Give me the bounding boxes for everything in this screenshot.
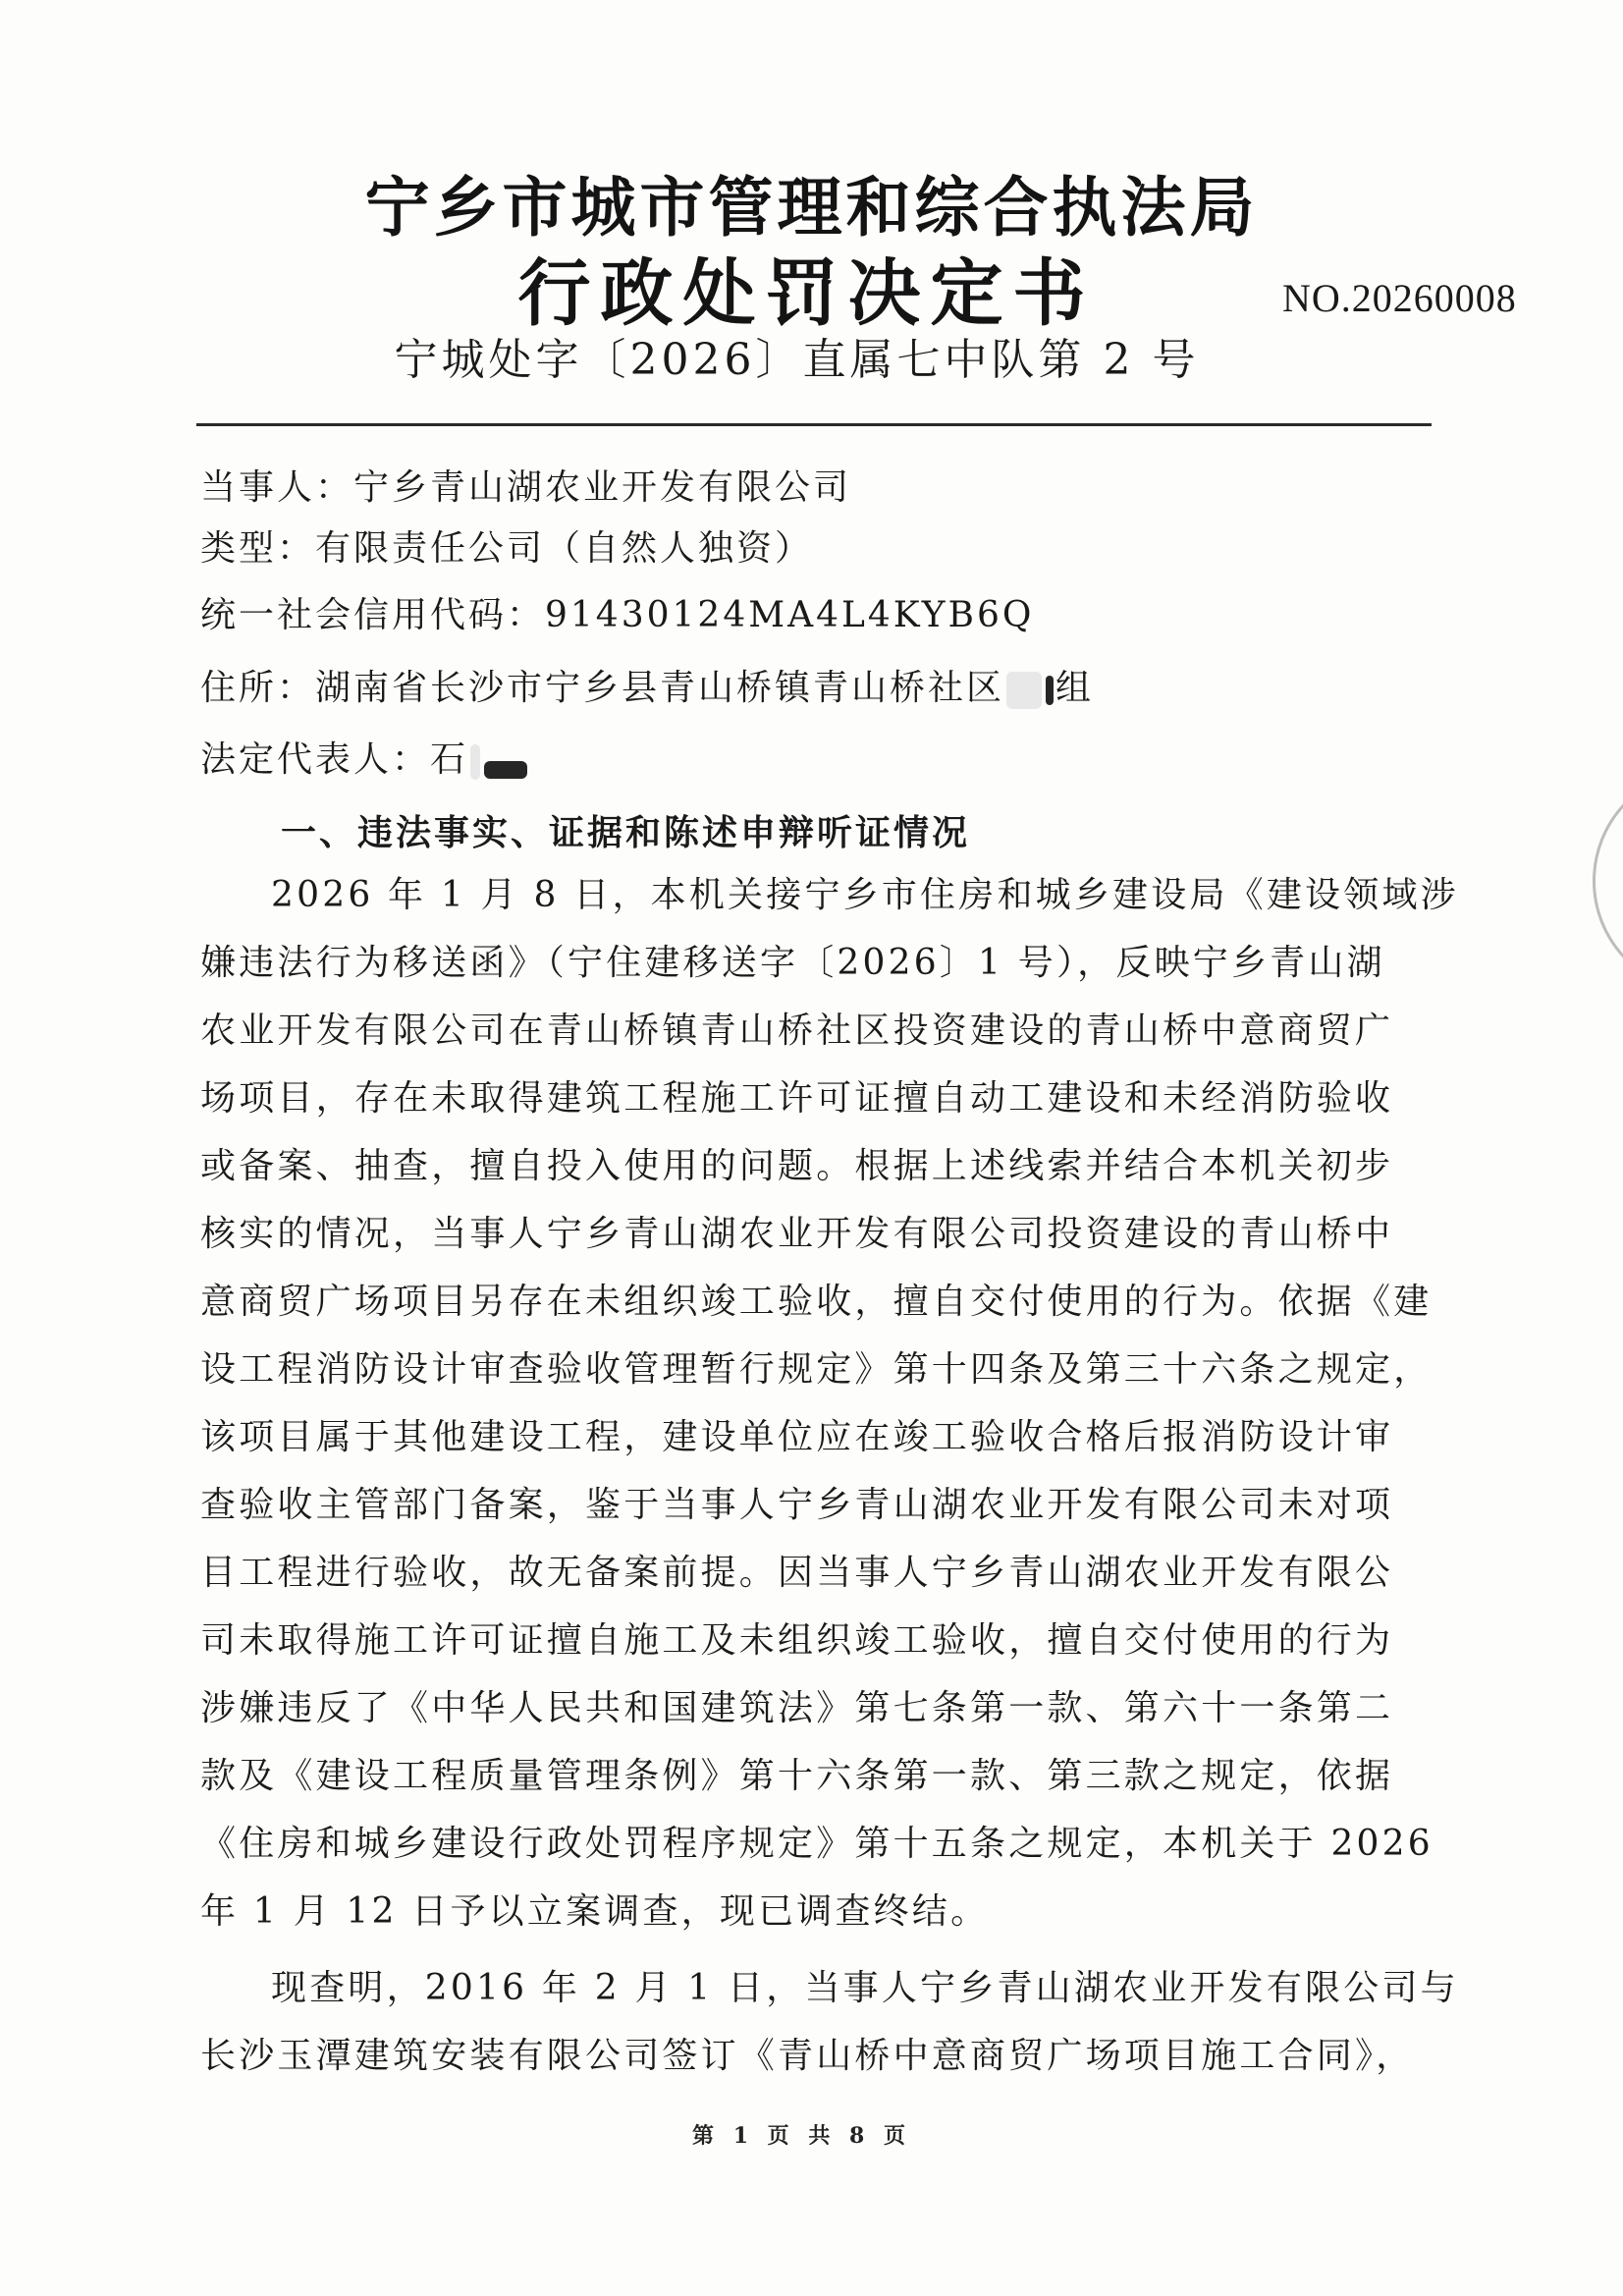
party-type: 类型：有限责任公司（自然人独资） <box>200 528 814 569</box>
serial-number: NO.20260008 <box>1282 276 1517 320</box>
body-line: 农业开发有限公司在青山桥镇青山桥社区投资建设的青山桥中意商贸广 <box>200 1011 1394 1051</box>
body-line: 《住房和城乡建设行政处罚程序规定》第十五条之规定，本机关于 2026 <box>200 1824 1434 1864</box>
reference-number: 宁城处字〔2026〕直属七中队第 2 号 <box>394 335 1200 385</box>
redaction-mark <box>484 761 527 779</box>
redaction-mark <box>470 744 480 780</box>
address-suffix: 组 <box>1055 668 1095 708</box>
body-line: 涉嫌违反了《中华人民共和国建筑法》第七条第一款、第六十一条第二 <box>200 1688 1394 1728</box>
header-divider <box>196 423 1432 426</box>
legal-representative <box>200 732 529 782</box>
body-line: 款及《建设工程质量管理条例》第十六条第一款、第三款之规定，依据 <box>200 1756 1394 1796</box>
body-line: 意商贸广场项目另存在未组织竣工验收，擅自交付使用的行为。依据《建 <box>200 1282 1433 1322</box>
body-line: 核实的情况，当事人宁乡青山湖农业开发有限公司投资建设的青山桥中 <box>200 1214 1394 1254</box>
address-prefix: 住所：湖南省长沙市宁乡县青山桥镇青山桥社区 <box>200 668 1005 708</box>
section-heading: 一、违法事实、证据和陈述申辩听证情况 <box>281 813 971 853</box>
body-line: 该项目属于其他建设工程，建设单位应在竣工验收合格后报消防设计审 <box>200 1417 1394 1457</box>
party-name: 当事人：宁乡青山湖农业开发有限公司 <box>200 467 852 508</box>
body-line: 查验收主管部门备案，鉴于当事人宁乡青山湖农业开发有限公司未对项 <box>200 1485 1394 1525</box>
body-line: 或备案、抽查，擅自投入使用的问题。根据上述线索并结合本机关初步 <box>200 1146 1394 1186</box>
page-number: 第 1 页 共 8 页 <box>692 2123 911 2149</box>
body-line: 长沙玉潭建筑安装有限公司签订《青山桥中意商贸广场项目施工合同》， <box>200 2036 1415 2076</box>
body-line: 设工程消防设计审查验收管理暂行规定》第十四条及第三十六条之规定， <box>200 1349 1433 1390</box>
party-credit-code: 统一社会信用代码：91430124MA4L4KYB6Q <box>200 595 1035 635</box>
body-line: 场项目，存在未取得建筑工程施工许可证擅自动工建设和未经消防验收 <box>200 1078 1394 1119</box>
official-seal-edge <box>1593 768 1623 994</box>
redaction-mark <box>1046 676 1054 705</box>
legal-rep-prefix: 法定代表人：石 <box>200 739 469 780</box>
body-line: 嫌违法行为移送函》（宁住建移送字〔2026〕1 号），反映宁乡青山湖 <box>200 943 1385 983</box>
redaction-mark <box>1006 672 1042 709</box>
body-line: 现查明，2016 年 2 月 1 日，当事人宁乡青山湖农业开发有限公司与 <box>271 1968 1459 2008</box>
body-line: 2026 年 1 月 8 日，本机关接宁乡市住房和城乡建设局《建设领域涉 <box>271 875 1459 915</box>
agency-title: 宁乡市城市管理和综合执法局 <box>364 170 1259 246</box>
body-line: 司未取得施工许可证擅自施工及未组织竣工验收，擅自交付使用的行为 <box>200 1620 1394 1661</box>
body-line: 年 1 月 12 日予以立案调查，现已调查终结。 <box>200 1891 990 1932</box>
party-address <box>200 660 1094 710</box>
body-line: 目工程进行验收，故无备案前提。因当事人宁乡青山湖农业开发有限公 <box>200 1553 1394 1593</box>
document-type-title: 行政处罚决定书 <box>517 251 1096 336</box>
